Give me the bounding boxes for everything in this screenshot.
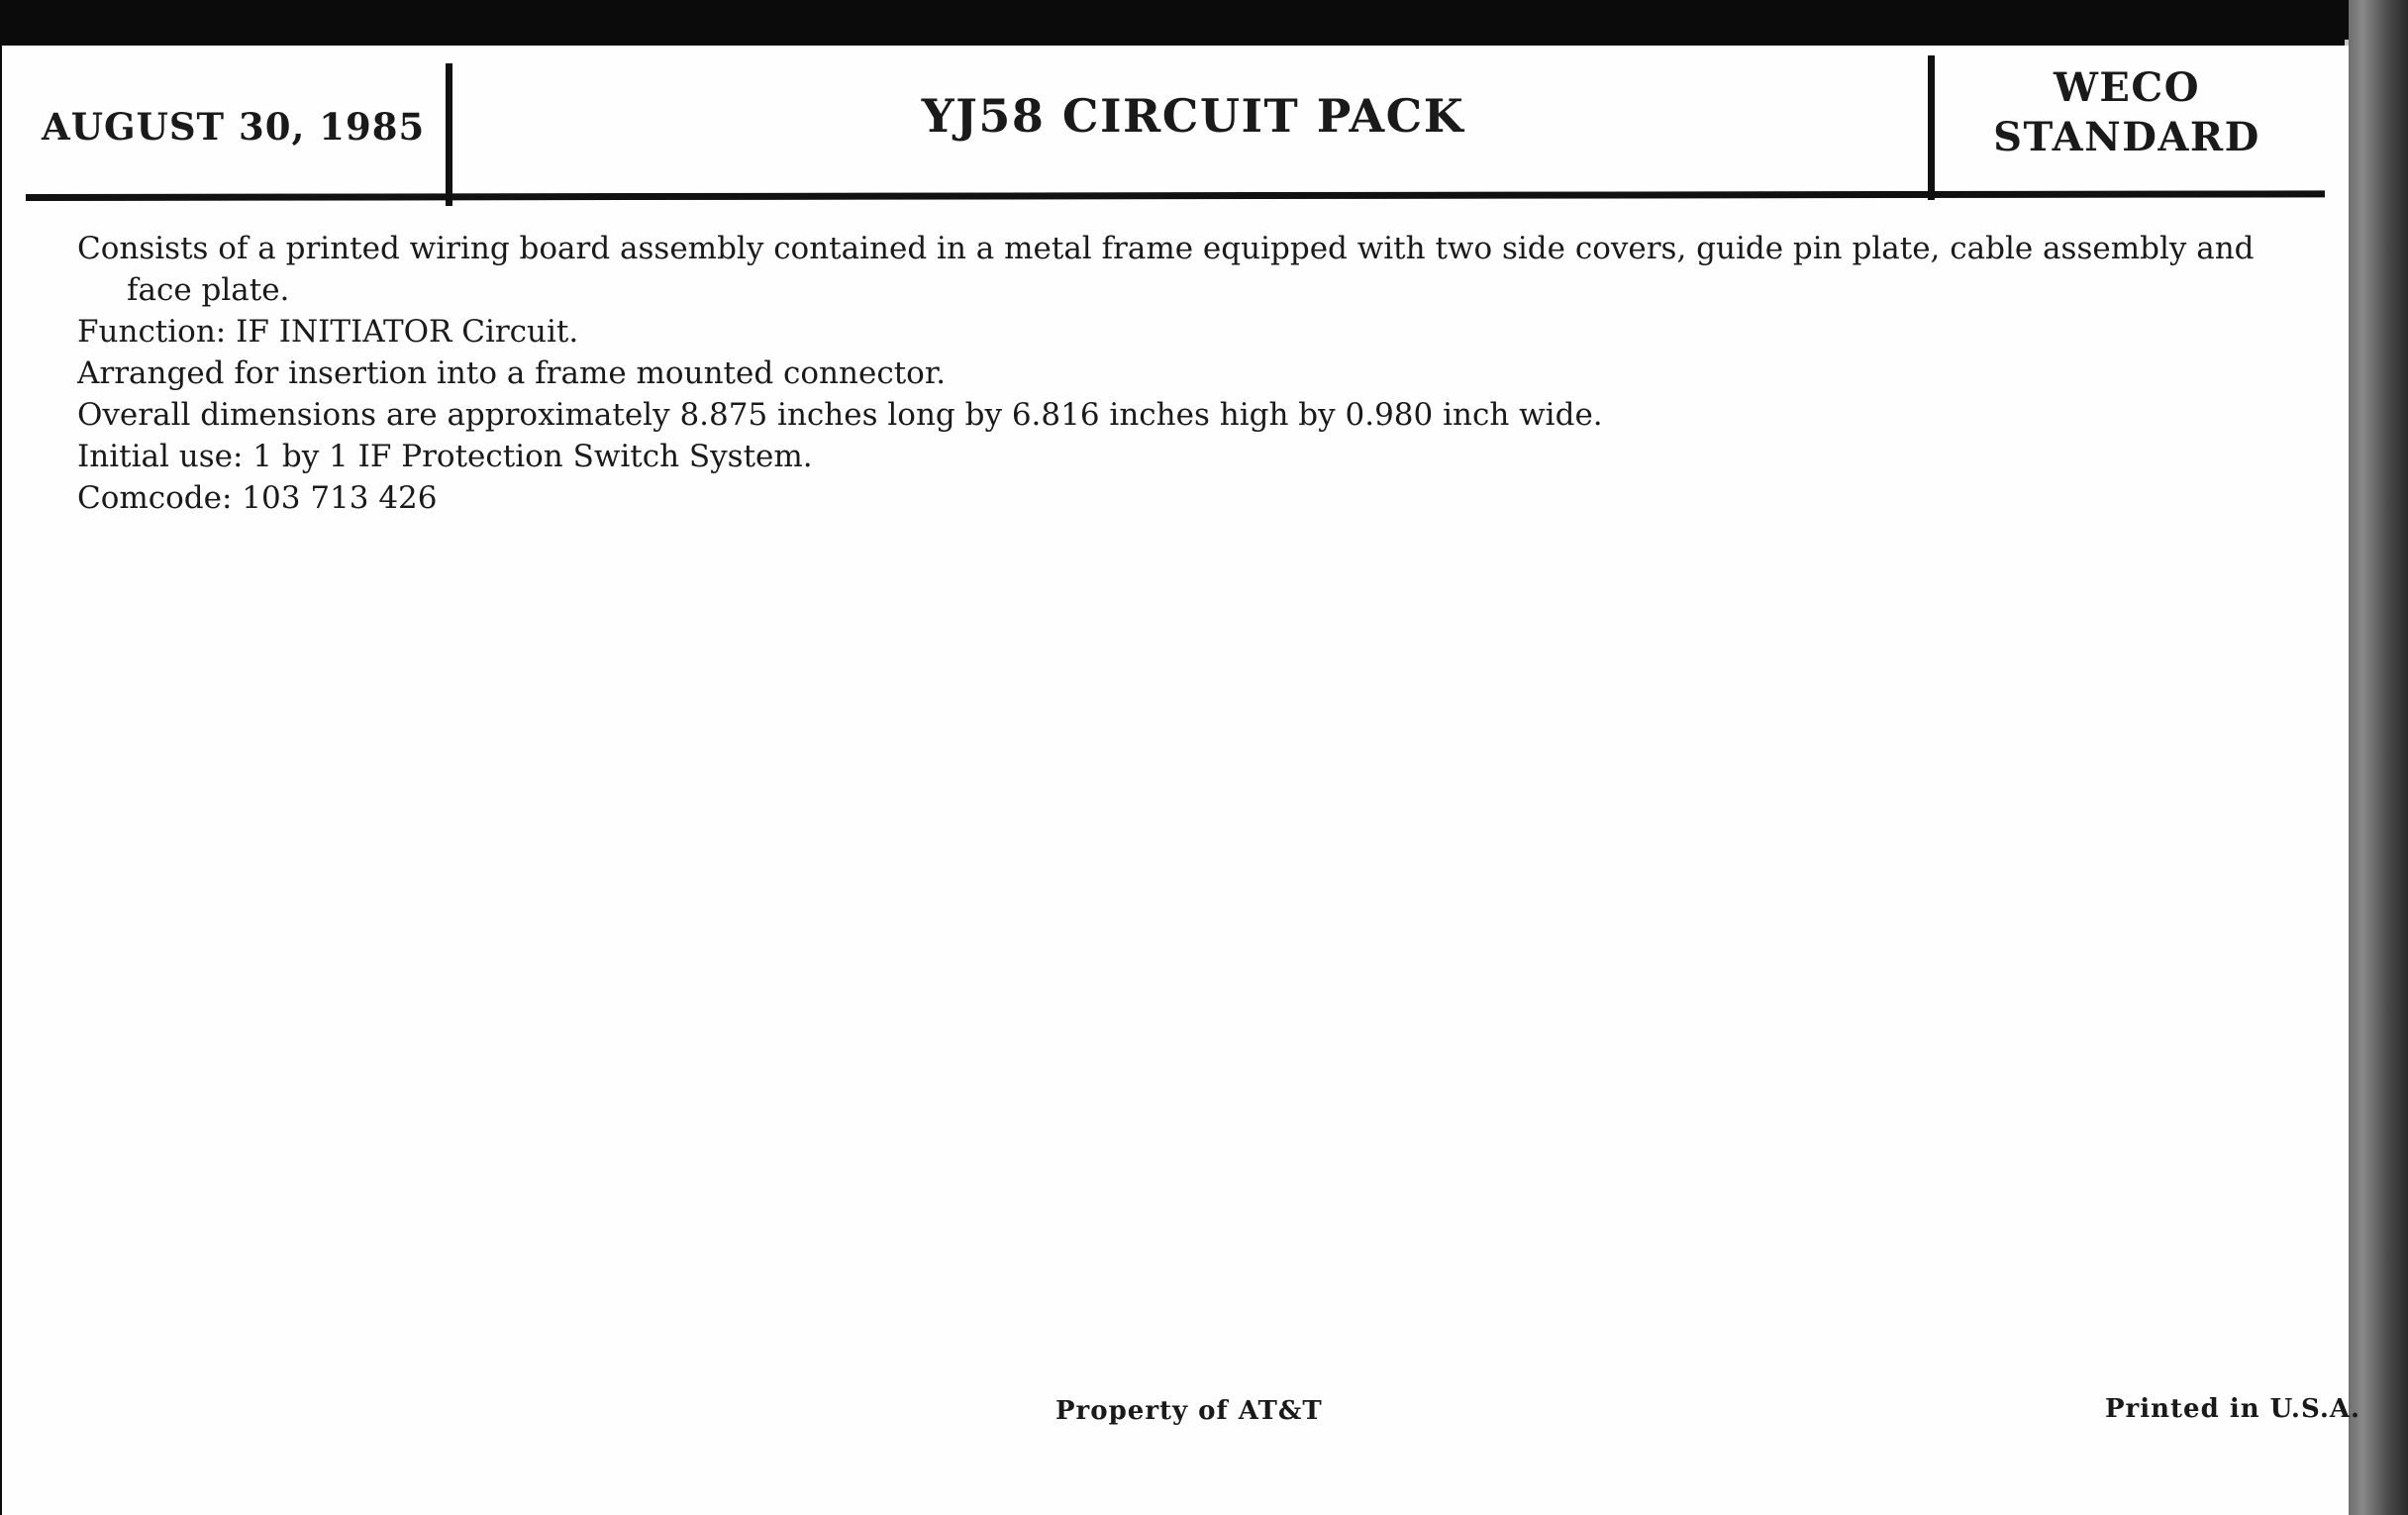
header-divider-left <box>446 63 452 206</box>
scan-border <box>2349 0 2408 1515</box>
header-rule <box>26 190 2325 201</box>
standard-label <box>1941 63 2313 162</box>
description-body <box>77 228 2295 519</box>
document-title: YJ58 CIRCUIT PACK <box>921 89 1465 143</box>
standard-label-line1: WECO <box>2053 64 2201 111</box>
printed-notice: Printed in U.S.A. <box>2105 1394 2361 1424</box>
header-divider-right <box>1928 55 1935 200</box>
dimensions-line: Overall dimensions are approximately 8.875 inches long by 6.816 inches high by 0.980 inch wide. <box>77 397 1603 433</box>
arrangement-line: Arranged for insertion into a frame mounted connector. <box>77 355 947 391</box>
spec-card <box>2 46 2361 1515</box>
function-line: Function: IF INITIATOR Circuit. <box>77 314 579 350</box>
initial-use-line: Initial use: 1 by 1 IF Protection Switch System. <box>77 439 813 474</box>
standard-label-line2: STANDARD <box>1993 114 2260 160</box>
comcode-line: Comcode: 103 713 426 <box>77 480 438 516</box>
property-notice: Property of AT&T <box>1055 1396 1323 1426</box>
description-paragraph: Consists of a printed wiring board assembly contained in a metal frame equipped with two side covers, guide pin plate, cable assembly and face plate. <box>77 231 2255 308</box>
issue-date: AUGUST 30, 1985 <box>42 105 426 149</box>
